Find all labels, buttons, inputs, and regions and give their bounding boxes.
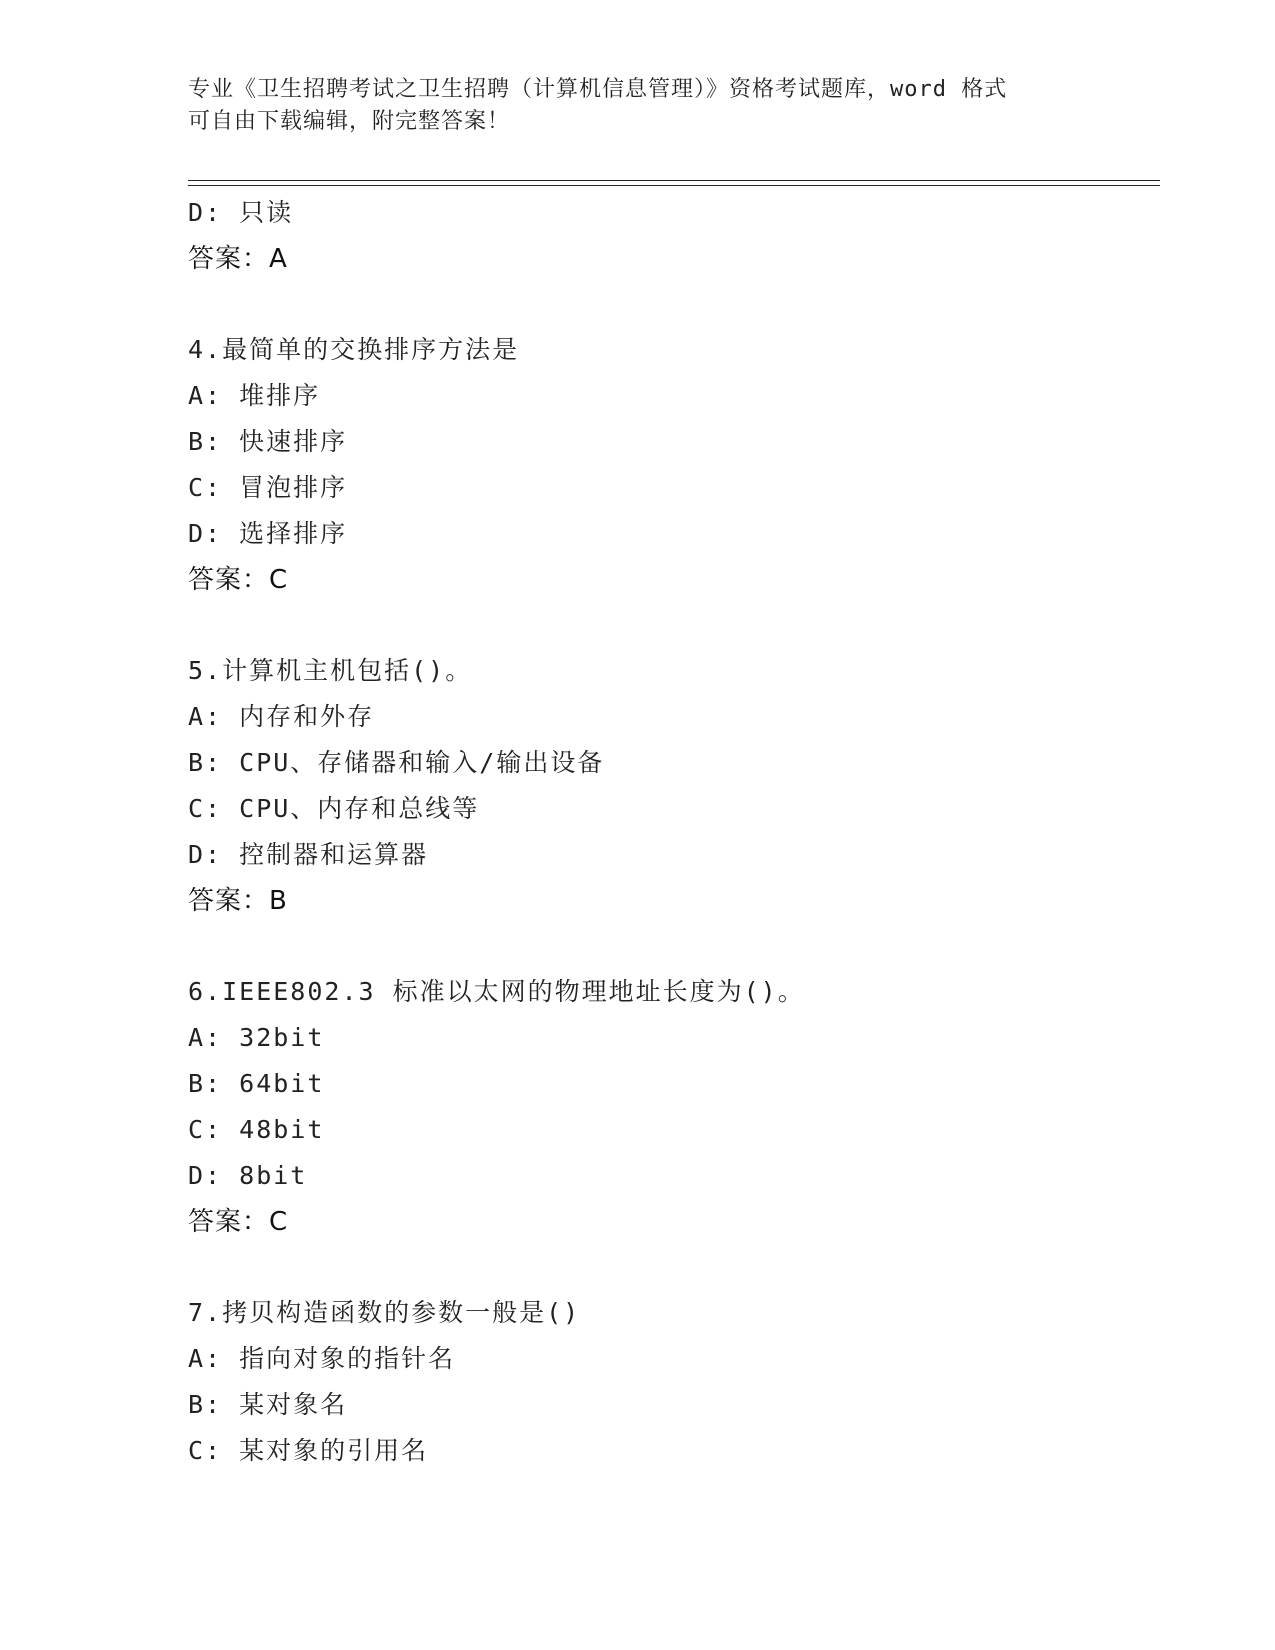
question-list [188, 190, 1148, 1474]
header-line-1: 专业《卫生招聘考试之卫生招聘（计算机信息管理）》资格考试题库，word 格式 [188, 77, 1008, 102]
question-block [188, 190, 1148, 282]
option-a: A: 堆排序 [188, 381, 321, 410]
option-a: A: 内存和外存 [188, 702, 375, 731]
answer-line: 答案：C [188, 1207, 289, 1237]
option-c: C: CPU、内存和总线等 [188, 794, 480, 823]
header-line-2: 可自由下载编辑，附完整答案！ [188, 109, 511, 134]
question-text: 6.IEEE802.3 标准以太网的物理地址长度为()。 [188, 977, 805, 1006]
option-d: D: 只读 [188, 198, 294, 227]
question-block [188, 1290, 1148, 1474]
question-text: 4.最简单的交换排序方法是 [188, 335, 520, 364]
option-a: A: 32bit [188, 1023, 325, 1052]
question-block [188, 969, 1148, 1245]
header-divider-top [188, 180, 1160, 181]
block-gap [188, 1245, 1148, 1290]
option-b: B: 64bit [188, 1069, 325, 1098]
question-text: 5.计算机主机包括()。 [188, 656, 473, 685]
question-block [188, 327, 1148, 603]
option-d: D: 8bit [188, 1161, 308, 1190]
option-d: D: 选择排序 [188, 519, 348, 548]
answer-line: 答案：A [188, 244, 288, 274]
option-c: C: 某对象的引用名 [188, 1436, 429, 1465]
option-d: D: 控制器和运算器 [188, 840, 429, 869]
answer-line: 答案：C [188, 565, 289, 595]
option-a: A: 指向对象的指针名 [188, 1344, 456, 1373]
page-header [188, 74, 1088, 138]
answer-line: 答案：B [188, 886, 288, 916]
block-gap [188, 924, 1148, 969]
option-c: C: 冒泡排序 [188, 473, 348, 502]
option-c: C: 48bit [188, 1115, 325, 1144]
block-gap [188, 603, 1148, 648]
block-gap [188, 282, 1148, 327]
question-block [188, 648, 1148, 924]
question-text: 7.拷贝构造函数的参数一般是() [188, 1298, 581, 1327]
option-b: B: 某对象名 [188, 1390, 348, 1419]
option-b: B: 快速排序 [188, 427, 348, 456]
header-divider-bottom [188, 185, 1160, 186]
option-b: B: CPU、存储器和输入/输出设备 [188, 748, 605, 777]
